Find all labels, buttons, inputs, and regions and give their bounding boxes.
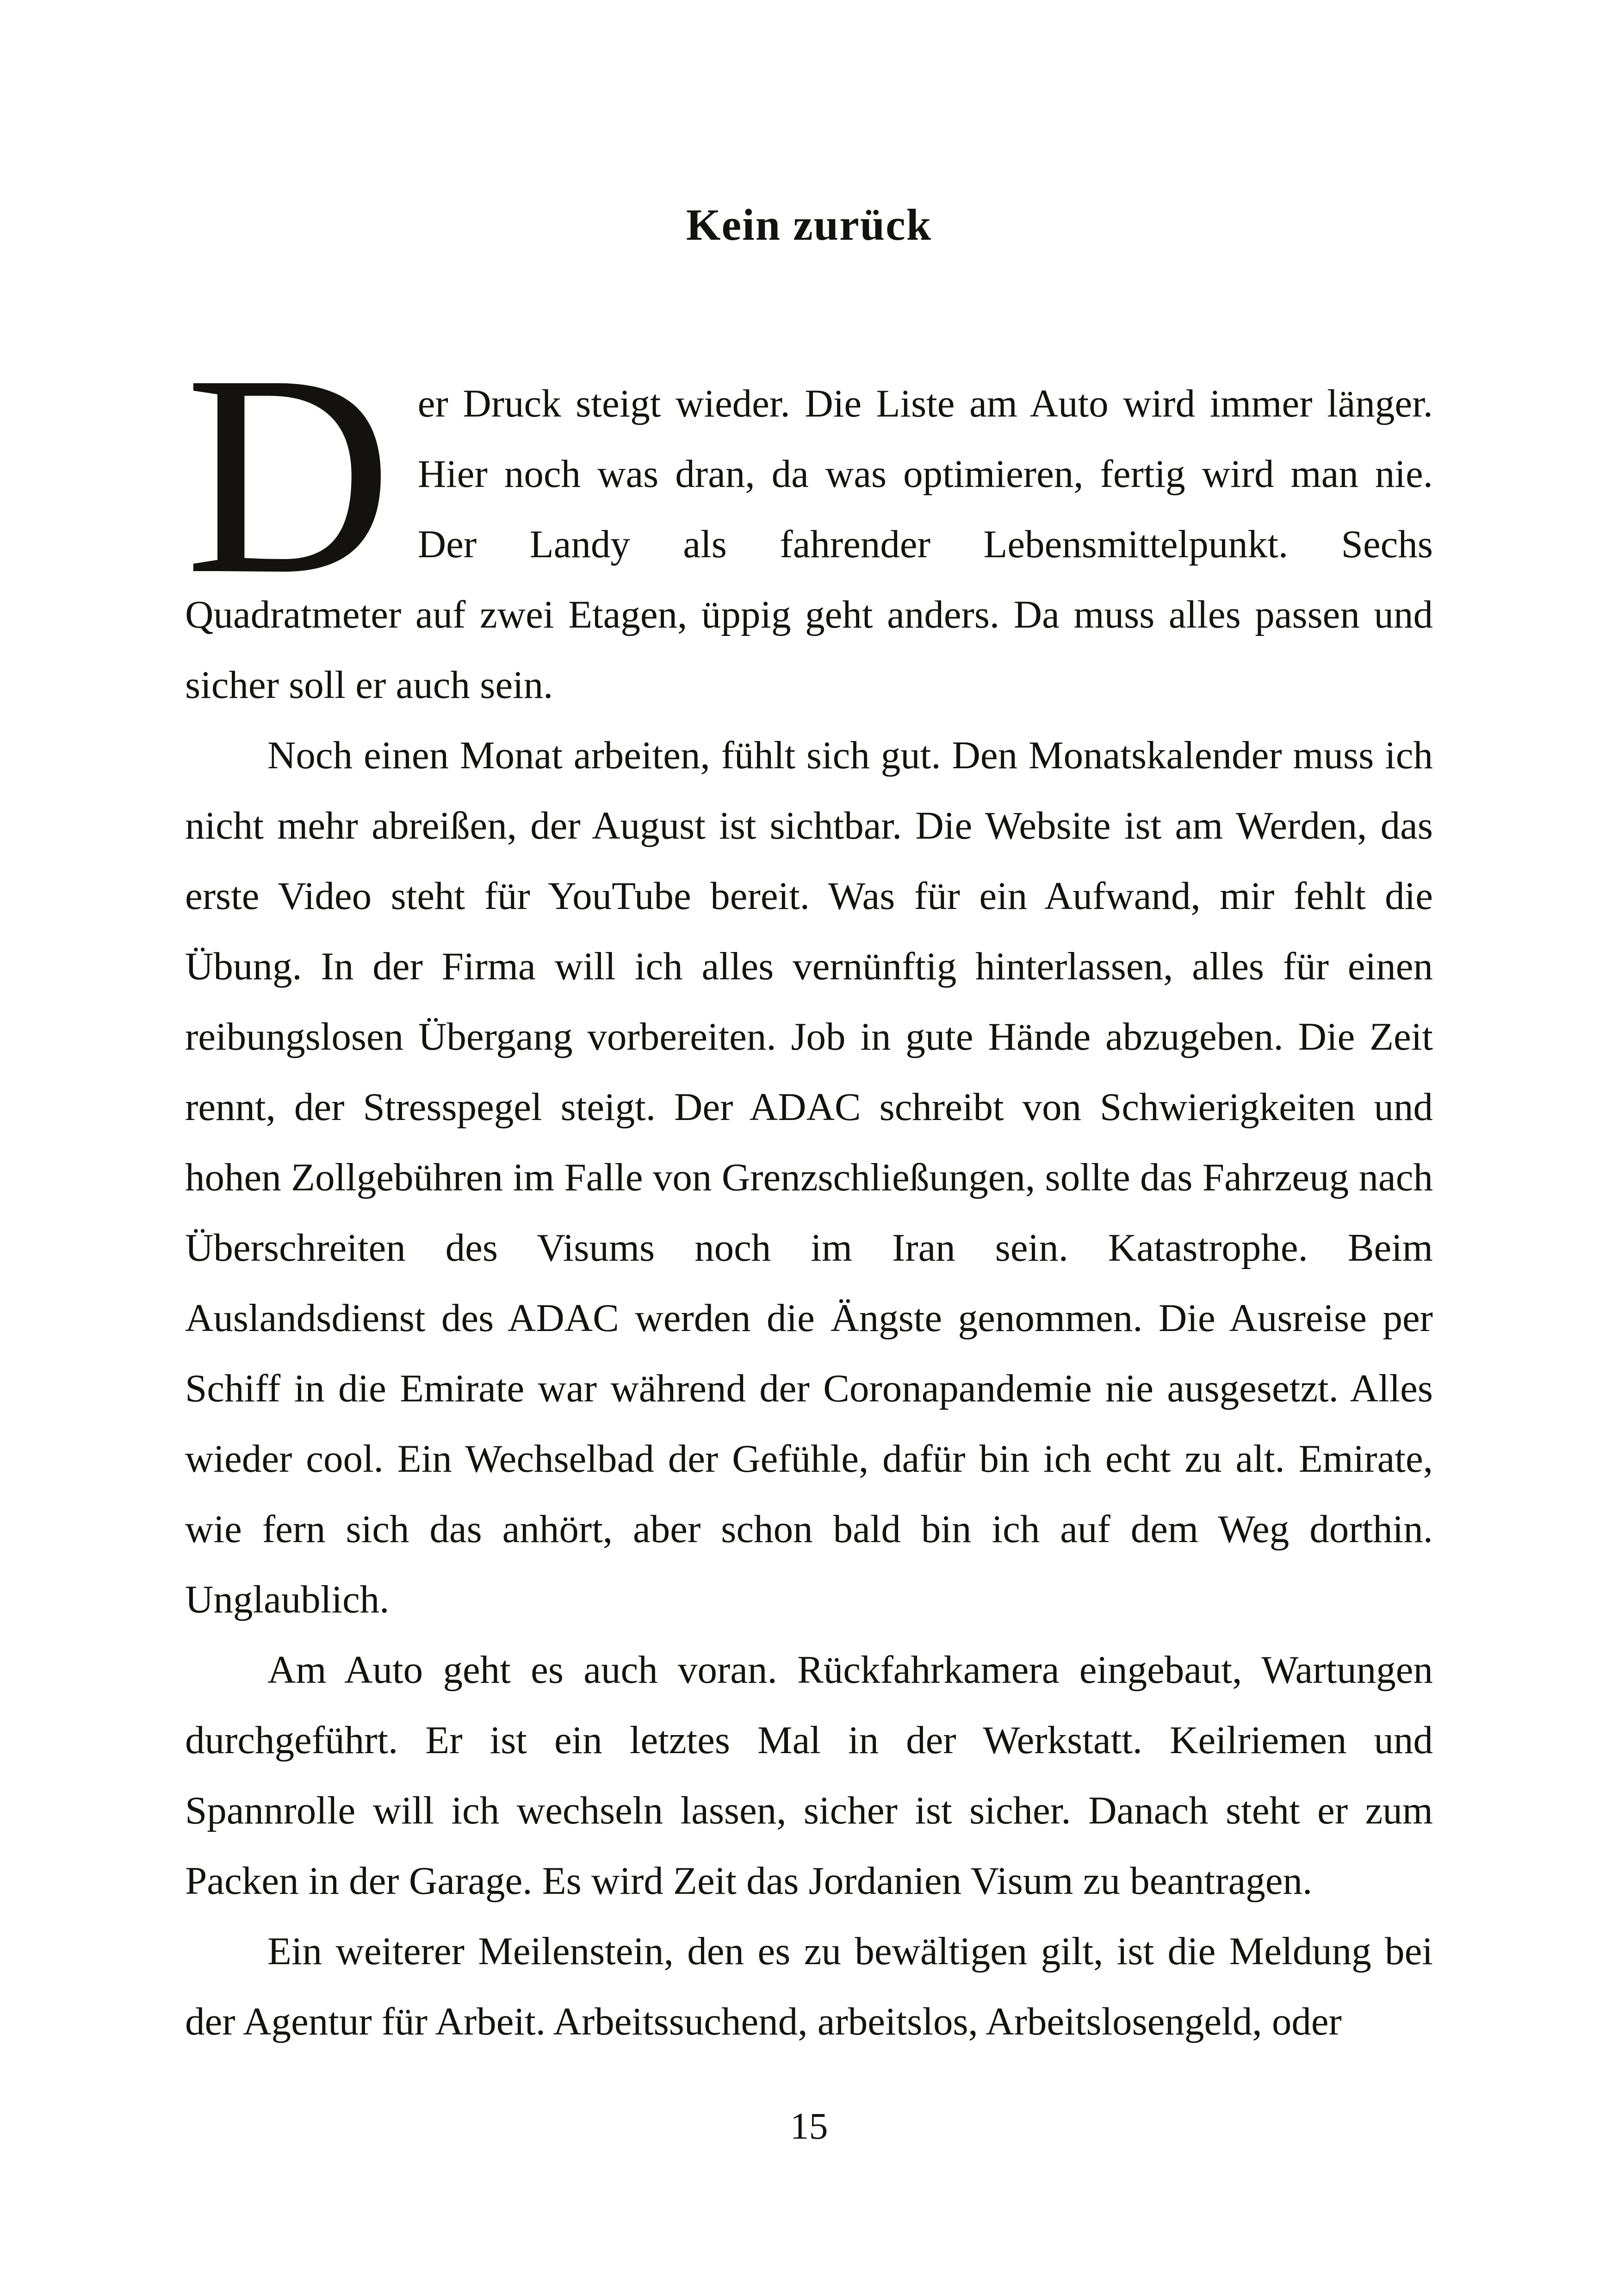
drop-cap: D [185, 316, 392, 634]
paragraph: Ein weiterer Meilenstein, den es zu bewältigen gilt, ist die Meldung bei der Agentur für Arbeit. Arbeitssuchend, arbeitslos, Arbeitslosengeld, oder [185, 1929, 1433, 2043]
paragraph: Am Auto geht es auch voran. Rückfahrkamera eingebaut, Wartungen durchgeführt. Er ist ein letztes Mal in der Werkstatt. Keilriemen und Spannrolle will ich wechseln lassen, sicher ist sicher. Danach steht er zum Packen in der Garage. Es wird Zeit das Jordanien Visum zu beantragen. [185, 1648, 1433, 1903]
page-body [185, 316, 1433, 2057]
paragraph-first [185, 316, 1433, 720]
paragraph-text: er Druck steigt wieder. Die Liste am Auto wird immer länger. Hier noch was dran, da was optimieren, fertig wird man nie. Der Landy als fahrender Lebensmittelpunkt. Sechs Quadratmeter auf zwei Etagen, üppig geht anders. Da muss alles passen und sicher soll er auch sein. [185, 382, 1433, 707]
chapter-title: Kein zurück [686, 200, 932, 249]
paragraph: Noch einen Monat arbeiten, fühlt sich gut. Den Monatskalender muss ich nicht mehr abreißen, der August ist sichtbar. Die Website ist am Werden, das erste Video steht für YouTube bereit. Was für ein Aufwand, mir fehlt die Übung. In der Firma will ich alles vernünftig hinterlassen, alles für einen reibungslosen Übergang vorbereiten. Job in gute Hände abzugeben. Die Zeit rennt, der Stresspegel steigt. Der ADAC schreibt von Schwierigkeiten und hohen Zollgebühren im Falle von Grenzschließungen, sollte das Fahrzeug nach Überschreiten des Visums noch im Iran sein. Katastrophe. Beim Auslandsdienst des ADAC werden die Ängste genommen. Die Ausreise per Schiff in die Emirate war während der Coronapandemie nie ausgesetzt. Alles wieder cool. Ein Wechselbad der Gefühle, dafür bin ich echt zu alt. Emirate, wie fern sich das anhört, aber schon bald bin ich auf dem Weg dorthin. Unglaublich. [185, 734, 1433, 1621]
page-number: 15 [790, 2105, 828, 2147]
